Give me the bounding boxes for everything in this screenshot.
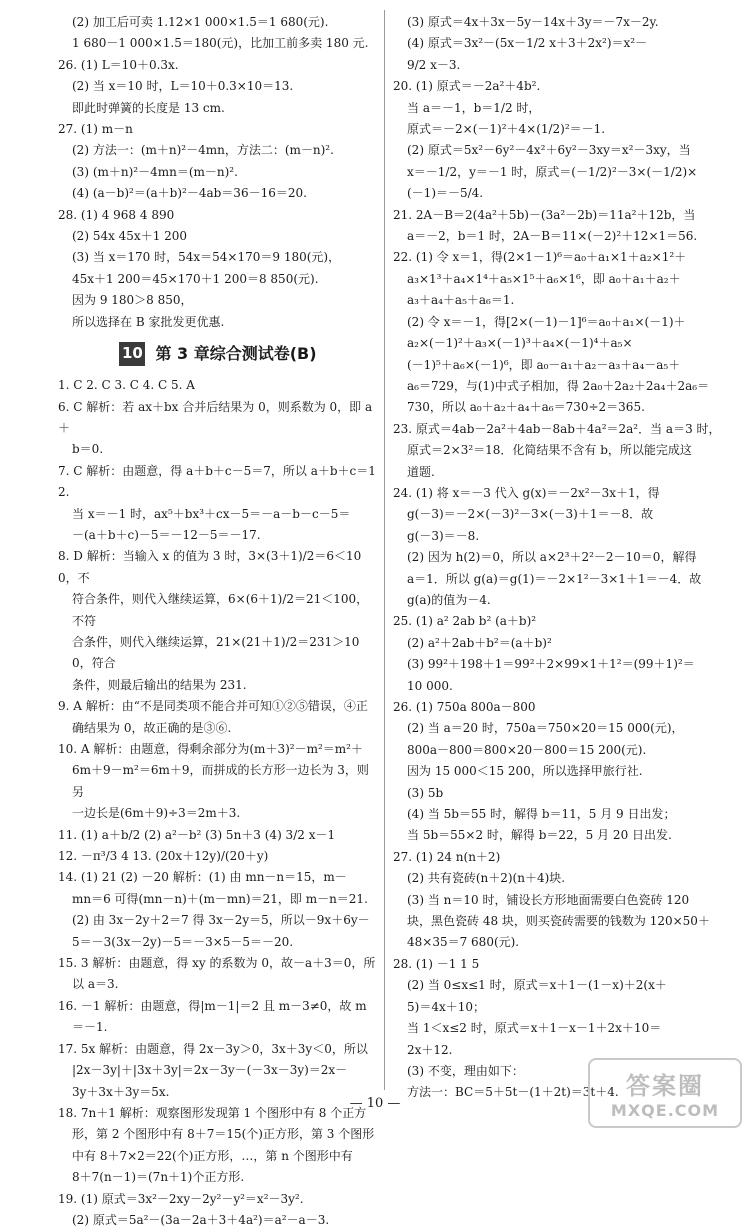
answer-line: 26. (1) 750a 800a－800 [393, 700, 536, 714]
answer-continuation-line: 确结果为 0，故正确的是③⑥. [72, 720, 232, 735]
watermark-logo [588, 1058, 742, 1128]
answer-continuation-line: (3) 原式＝4x＋3x－5y－14x＋3y＝－7x－2y. [407, 15, 659, 29]
answer-continuation-line: (2) 54x 45x＋1 200 [72, 229, 188, 244]
answer-continuation-line: g(－3)＝－8. [407, 528, 480, 543]
answer-line: 11. (1) a＋b/2 (2) a²－b² (3) 5n＋3 (4) 3/2 x－1 [58, 827, 336, 842]
answer-continuation-line: (4) 原式＝3x²－(5x－1/2 x＋3＋2x²)＝x²－ [407, 36, 648, 51]
answer-continuation-line: (2) 当 a＝20 时，750a＝750×20＝15 000(元)， [407, 721, 684, 736]
answer-continuation-line: (2) 加工后可卖 1.12×1 000×1.5＝1 680(元). [72, 15, 329, 29]
answer-continuation-line: 730，所以 a₀＋a₂＋a₄＋a₆＝730÷2＝365. [407, 400, 645, 415]
answer-continuation-line: x＝－1/2，y＝－1 时，原式＝(－1/2)²－3×(－1/2)× [407, 164, 698, 179]
answer-continuation-line: (2) 共有瓷砖(n＋2)(n＋4)块. [407, 871, 566, 886]
answer-continuation-line: (2) 因为 h(2)＝0，所以 a×2³＋2²－2－10＝0，解得 [407, 550, 697, 565]
answer-continuation-line: (4) 当 5b＝55 时，解得 b＝11，5 月 9 日出发； [407, 807, 676, 822]
answer-continuation-line: 符合条件，则代入继续运算，6×(6＋1)/2＝21＜100，不符 [72, 592, 369, 628]
answer-line: 23. 原式＝4ab－2a²＋4ab－8ab＋4a²＝2a²．当 a＝3 时， [393, 421, 721, 436]
answer-continuation-line: 8＋7(n－1)＝(7n＋1)个正方形. [72, 1170, 245, 1185]
answer-continuation-line: 9/2 x－3. [407, 57, 461, 72]
answer-continuation-line: (3) 当 x＝170 时，54x＝54×170＝9 180(元)， [72, 250, 341, 265]
answer-continuation-line: 800a－800＝800×20－800＝15 200(元). [407, 742, 647, 757]
answer-line: 22. (1) 令 x＝1，得(2×1－1)⁶＝a₀＋a₁×1＋a₂×1²＋ [393, 250, 687, 265]
answer-continuation-line: (3) 不变，理由如下： [407, 1063, 524, 1078]
answer-continuation-line: 10 000. [407, 678, 453, 693]
answer-continuation-line: (2) 原式＝5a²－(3a－2a＋3＋4a²)＝a²－a－3. [72, 1212, 330, 1227]
page-number: — 10 — [349, 1096, 401, 1111]
answer-continuation-line: (3) 5b [407, 785, 444, 800]
answer-continuation-line: 1 680－1 000×1.5＝180(元)，比加工前多卖 180 元. [72, 36, 369, 51]
answer-line: 21. 2A－B＝2(4a²＋5b)－(3a²－2b)＝11a²＋12b，当 [393, 207, 696, 222]
answer-continuation-line: 5＝－3(3x－2y)－5＝－3×5－5＝－20. [72, 934, 294, 949]
answer-line: 12. －π³/3 4 13. (20x＋12y)/(20＋y) [58, 849, 269, 864]
answer-continuation-line: a₂×(－1)²＋a₃×(－1)³＋a₄×(－1)⁴＋a₅× [407, 336, 633, 351]
answer-continuation-line: a＝1．所以 g(a)＝g(1)＝－2×1²－3×1＋1＝－4．故 [407, 571, 702, 586]
answer-continuation-line: a₃×1³＋a₄×1⁴＋a₅×1⁵＋a₆×1⁶，即 a₀＋a₁＋a₂＋ [407, 271, 681, 286]
answer-continuation-line: 当 x＝－1 时，ax⁵＋bx³＋cx－5＝－a－b－c－5＝ [72, 506, 351, 521]
answer-continuation-line: 5)＝4x＋10； [407, 999, 485, 1014]
answer-continuation-line: 方法一：BC＝5＋5t－(1＋2t)＝3t＋4. [407, 1085, 619, 1100]
answer-continuation-line: (2) 当 x＝10 时，L＝10＋0.3×10＝13. [72, 79, 294, 94]
answer-continuation-line: (2) 由 3x－2y＋2＝7 得 3x－2y＝5，所以－9x＋6y－ [72, 913, 370, 928]
answer-line: 27. (1) m－n [58, 122, 133, 137]
answer-continuation-line: (2) a²＋2ab＋b²＝(a＋b)² [407, 635, 552, 650]
answer-continuation-line: (2) 当 0≤x≤1 时，原式＝x＋1－(1－x)＋2(x＋ [407, 978, 667, 993]
answer-continuation-line: (－1)＝－5/4. [407, 186, 484, 201]
answer-continuation-line: (3) (m＋n)²－4mn＝(m－n)². [72, 164, 238, 179]
answer-continuation-line: 块，黑色瓷砖 48 块，则买瓷砖需要的钱数为 120×50＋ [407, 914, 710, 929]
answer-continuation-line: 48×35＝7 680(元). [407, 935, 520, 950]
answer-continuation-line: 当 a＝－1，b＝1/2 时， [407, 100, 541, 115]
answer-continuation-line: 6m＋9－m²＝6m＋9，而拼成的长方形一边长为 3，则另 [72, 763, 369, 799]
answer-line: 24. (1) 将 x＝－3 代入 g(x)＝－2x²－3x＋1，得 [393, 485, 660, 500]
answer-continuation-line: 45x＋1 200＝45×170＋1 200＝8 850(元). [72, 271, 319, 286]
answer-continuation-line: (2) 原式＝5x²－6y²－4x²＋6y²－3xy＝x²－3xy，当 [407, 143, 691, 158]
answer-continuation-line: ＝－1. [72, 1020, 108, 1035]
answer-continuation-line: 因为 15 000＜15 200，所以选择甲旅行社. [407, 764, 643, 779]
answer-continuation-line: a₃＋a₄＋a₅＋a₆＝1. [407, 293, 515, 308]
answer-line: 6. C 解析：若 ax＋bx 合并后结果为 0，则系数为 0，即 a＋ [58, 399, 373, 435]
answer-continuation-line: b＝0. [72, 442, 104, 457]
answer-continuation-line: (3) 99²＋198＋1＝99²＋2×99×1＋1²＝(99＋1)²＝ [407, 657, 695, 672]
answer-line: 20. (1) 原式＝－2a²＋4b². [393, 79, 541, 94]
answer-line: 7. C 解析：由题意，得 a＋b＋c－5＝7，所以 a＋b＋c＝12. [58, 463, 376, 500]
section-number-badge: 10 [119, 342, 145, 366]
answer-line: 19. (1) 原式＝3x²－2xy－2y²－y²＝x²－3y². [58, 1191, 304, 1206]
answer-continuation-line: a₆＝729，与(1)中式子相加，得 2a₀＋2a₂＋2a₄＋2a₆＝ [407, 378, 710, 393]
section-title: 第 3 章综合测试卷(B) [155, 344, 317, 364]
answer-line: 28. (1) －1 1 5 [393, 956, 480, 971]
answer-line: 8. D 解析：当输入 x 的值为 3 时，3×(3＋1)/2＝6＜100，不 [58, 549, 362, 585]
left-column [58, 12, 378, 1231]
answer-continuation-line: g(－3)＝－2×(－3)²－3×(－3)＋1＝－8．故 [407, 507, 654, 522]
answer-line: 25. (1) a² 2ab b² (a＋b)² [393, 614, 537, 629]
answer-line: 16. －1 解析：由题意，得|m－1|＝2 且 m－3≠0，故 m [58, 998, 367, 1013]
answer-continuation-line: a＝－2，b＝1 时，2A－B＝11×(－2)²＋12×1＝56. [407, 229, 698, 244]
answer-continuation-line: 原式＝2×3²＝18．化简结果不含有 b，所以能完成这 [407, 443, 692, 458]
answer-line: 18. 7n＋1 解析：观察图形发现第 1 个图形中有 8 个正方 [58, 1105, 367, 1120]
answer-line: 1. C 2. C 3. C 4. C 5. A [58, 378, 195, 393]
answer-line: 14. (1) 21 (2) －20 解析：(1) 由 mn－n＝15，m－ [58, 870, 347, 885]
column-divider [384, 10, 385, 1090]
answer-continuation-line: 以 a＝3. [72, 977, 119, 992]
answer-line: 10. A 解析：由题意，得剩余部分为(m＋3)²－m²＝m²＋ [58, 742, 363, 756]
answer-continuation-line: 合条件，则代入继续运算，21×(21＋1)/2＝231＞100，符合 [72, 634, 360, 671]
answer-continuation-line: mn＝6 可得(mn－n)＋(m－mn)＝21，即 m－n＝21. [72, 891, 368, 906]
answer-continuation-line: (2) 令 x＝－1，得[2×(－1)－1]⁶＝a₀＋a₁×(－1)＋ [407, 314, 686, 329]
answer-continuation-line: |2x－3y|＋|3x＋3y|＝2x－3y－(－3x－3y)＝2x－ [72, 1063, 348, 1078]
watermark-url-text: MXQE.COM [610, 1101, 720, 1120]
answer-continuation-line: 形，第 2 个图形中有 8＋7＝15(个)正方形，第 3 个图形 [72, 1127, 375, 1142]
answer-line: 15. 3 解析：由题意，得 xy 的系数为 0，故－a＋3＝0，所 [58, 956, 376, 971]
answer-continuation-line: 因为 9 180＞8 850， [72, 293, 193, 308]
answer-continuation-line: 道题. [407, 464, 435, 479]
answer-continuation-line: g(a)的值为－4. [407, 592, 491, 607]
answer-continuation-line: 2x＋12. [407, 1042, 453, 1057]
answer-line: 26. (1) L＝10＋0.3x. [58, 57, 179, 72]
answer-line: 27. (1) 24 n(n＋2) [393, 849, 501, 864]
answer-line: 9. A 解析：由“不是同类项不能合并可知①②⑤错误，④正 [58, 699, 368, 714]
answer-line: 17. 5x 解析：由题意，得 2x－3y＞0，3x＋3y＜0，所以 [58, 1041, 368, 1056]
section-header [58, 339, 378, 369]
answer-continuation-line: 原式＝－2×(－1)²＋4×(1/2)²＝－1. [407, 122, 606, 137]
answer-continuation-line: 当 1＜x≤2 时，原式＝x＋1－x－1＋2x＋10＝ [407, 1021, 662, 1036]
answer-continuation-line: 即此时弹簧的长度是 13 cm. [72, 100, 225, 115]
watermark-top-text: 答案圈 [626, 1072, 704, 1100]
right-column [393, 12, 723, 1104]
answer-continuation-line: (－1)⁵＋a₆×(－1)⁶，即 a₀－a₁＋a₂－a₃＋a₄－a₅＋ [407, 357, 681, 372]
answer-continuation-line: 条件，则最后输出的结果为 231. [72, 677, 247, 692]
answer-continuation-line: 当 5b＝55×2 时，解得 b＝22，5 月 20 日出发. [407, 828, 672, 843]
answer-continuation-line: －(a＋b＋c)－5＝－12－5＝－17. [72, 527, 261, 542]
answer-continuation-line: (2) 方法一：(m＋n)²－4mn，方法二：(m－n)². [72, 143, 334, 158]
answer-continuation-line: 中有 8＋7×2＝22(个)正方形，…，第 n 个图形中有 [72, 1148, 353, 1163]
answer-continuation-line: (3) 当 n＝10 时，铺设长方形地面需要白色瓷砖 120 [407, 892, 690, 907]
answer-continuation-line: 所以选择在 B 家批发更优惠. [72, 314, 225, 329]
answer-line: 28. (1) 4 968 4 890 [58, 207, 175, 222]
answer-continuation-line: 一边长是(6m＋9)÷3＝2m＋3. [72, 806, 241, 821]
answer-continuation-line: (4) (a－b)²＝(a＋b)²－4ab＝36－16＝20. [72, 186, 307, 201]
answer-continuation-line: 3y＋3x＋3y＝5x. [72, 1084, 170, 1099]
